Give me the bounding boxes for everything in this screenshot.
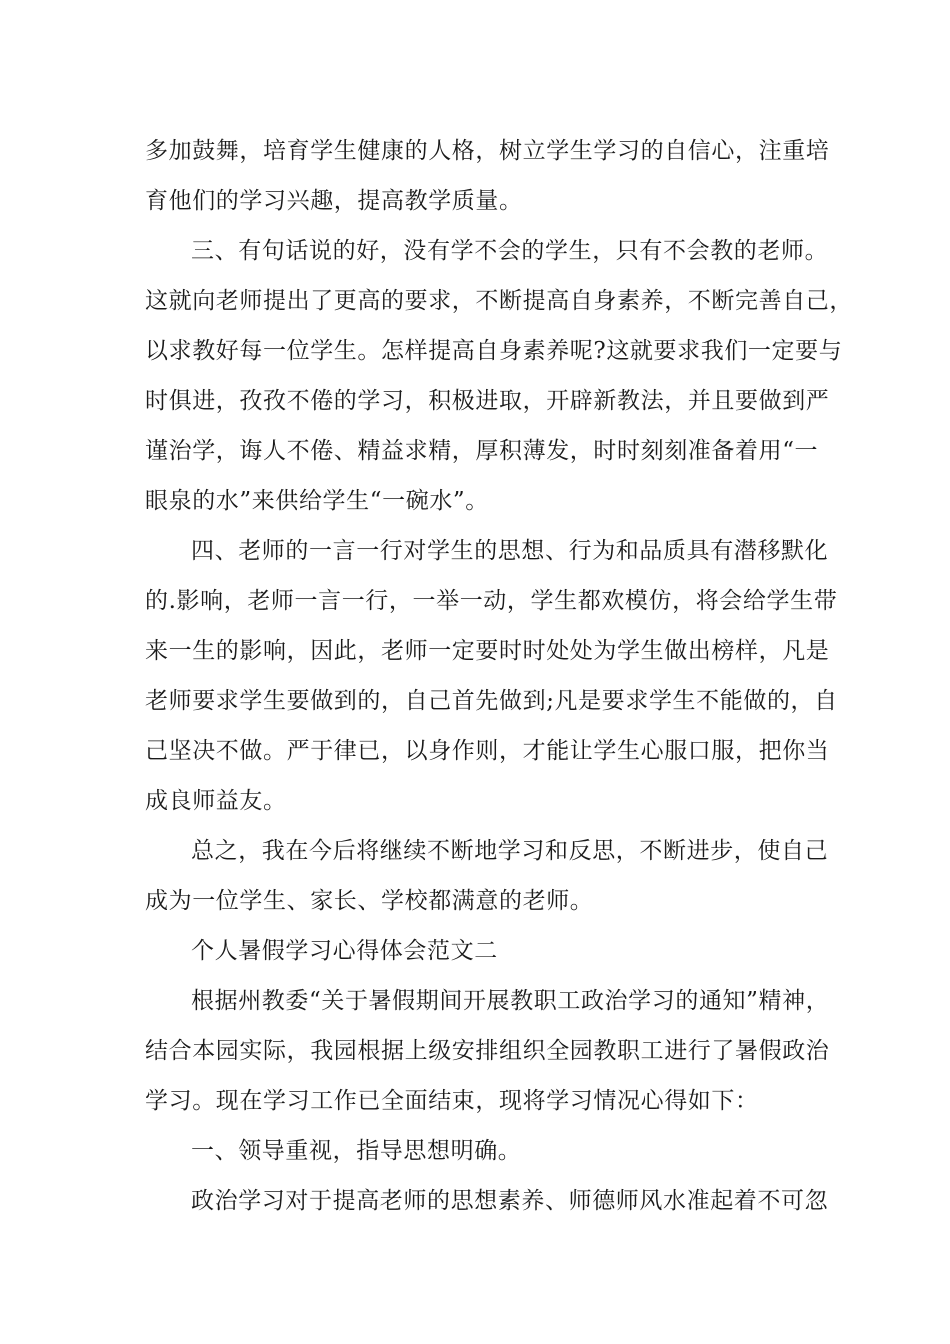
text-line: 四、老师的一言一行对学生的思想、行为和品质具有潜移默化	[191, 538, 829, 564]
text-line: 总之，我在今后将继续不断地学习和反思，不断进步，使自己	[191, 838, 829, 864]
text-line: 多加鼓舞，培育学生健康的人格，树立学生学习的自信心，注重培	[145, 138, 830, 164]
text-line: 成为一位学生、家长、学校都满意的老师。	[145, 888, 594, 914]
text-line: 结合本园实际，我园根据上级安排组织全园教职工进行了暑假政治	[145, 1038, 830, 1064]
text-line: 一、领导重视，指导思想明确。	[191, 1138, 522, 1164]
text-line: 育他们的学习兴趣，提高教学质量。	[145, 188, 523, 214]
document-body	[145, 126, 853, 1226]
text-line: 成良师益友。	[145, 788, 287, 814]
text-line: 的.影响，老师一言一行，一举一动，学生都欢模仿，将会给学生带	[145, 588, 838, 614]
text-line: 政治学习对于提高老师的思想素养、师德师风水准起着不可忽	[191, 1188, 829, 1214]
text-line: 三、有句话说的好，没有学不会的学生，只有不会教的老师。	[191, 238, 829, 264]
text-line: 这就向老师提出了更高的要求，不断提高自身素养，不断完善自己，	[145, 288, 853, 314]
text-line: 己坚决不做。严于律已，以身作则，才能让学生心服口服，把你当	[145, 738, 830, 764]
section-heading: 个人暑假学习心得体会范文二	[191, 938, 498, 964]
text-line: 根据州教委“关于暑假期间开展教职工政治学习的通知”精神，	[191, 988, 830, 1014]
text-line: 以求教好每一位学生。怎样提高自身素养呢?这就要求我们一定要与	[145, 338, 843, 364]
text-line: 眼泉的水”来供给学生“一碗水”。	[145, 488, 489, 514]
text-line: 来一生的影响，因此，老师一定要时时处处为学生做出榜样，凡是	[145, 638, 830, 664]
text-line: 谨治学，诲人不倦、精益求精，厚积薄发，时时刻刻准备着用“一	[145, 438, 819, 464]
text-line: 学习。现在学习工作已全面结束，现将学习情况心得如下：	[145, 1088, 759, 1114]
text-line: 时俱进，孜孜不倦的学习，积极进取，开辟新教法，并且要做到严	[145, 388, 830, 414]
text-line: 老师要求学生要做到的，自己首先做到;凡是要求学生不能做的，自	[145, 688, 838, 714]
